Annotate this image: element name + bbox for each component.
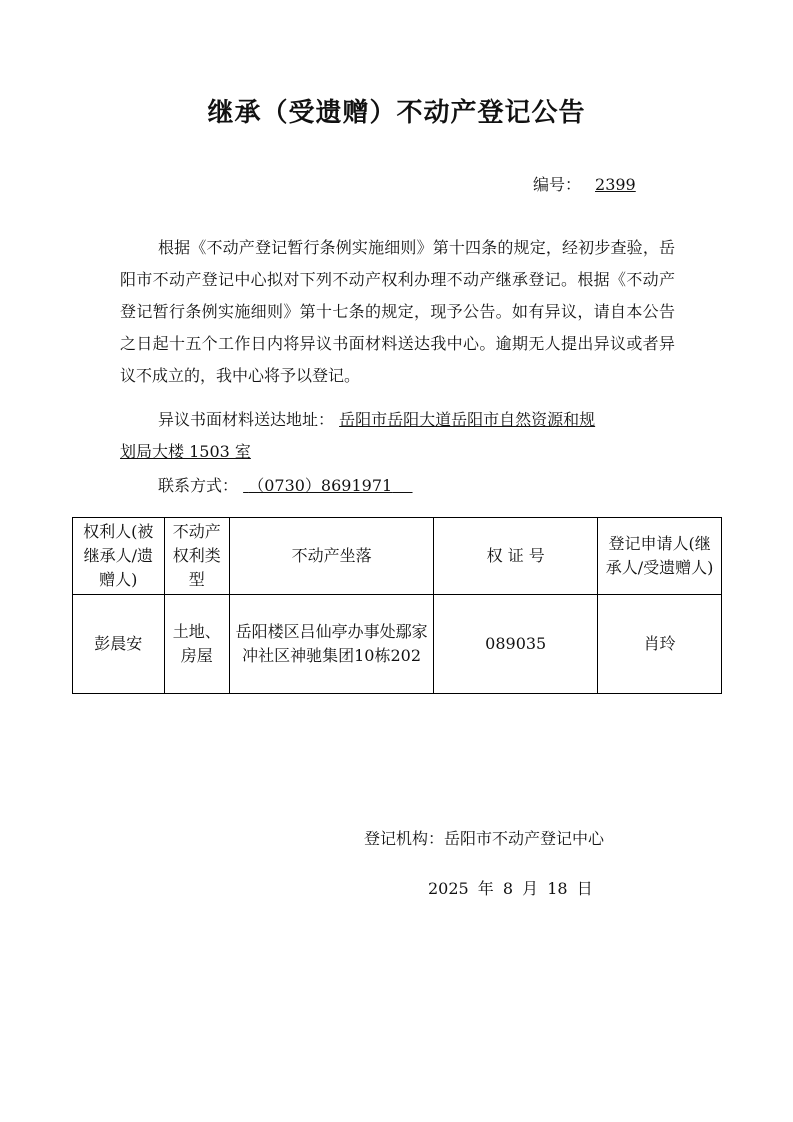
cell-type: 土地、房屋	[164, 595, 229, 694]
authority-value: 岳阳市不动产登记中心	[444, 829, 605, 848]
notice-date: 2025 年 8 月 18 日	[428, 879, 593, 898]
authority	[364, 826, 604, 849]
page-title: 继承（受遗赠）不动产登记公告	[207, 98, 586, 128]
authority-label: 登记机构：	[364, 829, 445, 848]
objection-address-cont	[120, 436, 251, 468]
contact-value: （0730）8691971	[248, 476, 393, 495]
cell-holder: 彭晨安	[73, 595, 165, 694]
objection-address	[158, 404, 595, 436]
table-row	[73, 595, 722, 694]
objection-address-label: 异议书面材料送达地址：	[158, 410, 335, 429]
header-type: 不动产权利类型	[164, 518, 229, 595]
header-cert: 权 证 号	[434, 518, 598, 595]
objection-address-value-1: 岳阳市岳阳大道岳阳市自然资源和规	[339, 410, 596, 429]
contact	[158, 470, 413, 502]
objection-address-value-2: 划局大楼 1503 室	[120, 442, 251, 461]
registration-table	[72, 517, 722, 694]
header-location: 不动产坐落	[229, 518, 433, 595]
contact-label: 联系方式：	[158, 476, 239, 495]
cell-cert: 089035	[434, 595, 598, 694]
cell-location: 岳阳楼区吕仙亭办事处鄢家冲社区神驰集团10栋202	[229, 595, 433, 694]
notice-number	[533, 172, 636, 195]
header-applicant: 登记申请人(继承人/受遗赠人)	[598, 518, 722, 595]
notice-body: 根据《不动产登记暂行条例实施细则》第十四条的规定，经初步查验，岳阳市不动产登记中心拟对下列不动产权利办理不动产继承登记。根据《不动产登记暂行条例实施细则》第十七条的规定，现予公告。如有异议，请自本公告之日起十五个工作日内将异议书面材料送达我中心。逾期无人提出异议或者异议不成立的，我中心将予以登记。	[120, 238, 675, 385]
header-holder: 权利人(被继承人/遗赠人)	[73, 518, 165, 595]
notice-number-value: 2399	[595, 175, 636, 194]
table-header-row	[73, 518, 722, 595]
cell-applicant: 肖玲	[598, 595, 722, 694]
notice-number-label: 编号：	[533, 175, 582, 194]
